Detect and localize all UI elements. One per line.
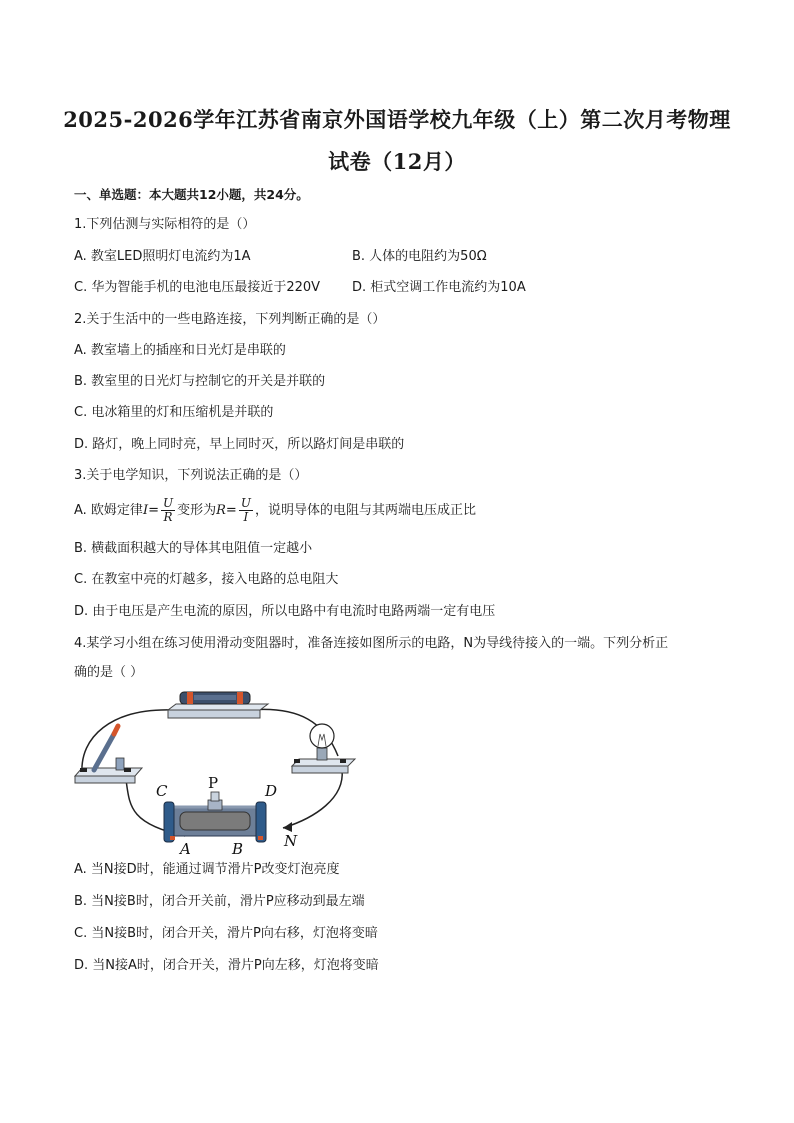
q4-option-c: C. 当N接B时，闭合开关，滑片P向右移，灯泡将变暗 [74,926,378,941]
battery [168,692,268,718]
q4-option-b: B. 当N接B时，闭合开关前，滑片P应移动到最左端 [74,894,365,909]
fraction-numerator: U [240,496,251,510]
q3-option-a-mid: 变形为 [177,503,217,518]
formula-r: R [216,503,226,518]
formula-i: I [142,503,149,518]
q3-option-d: D. 由于电压是产生电流的原因，所以电路中有电流时电路两端一定有电压 [74,604,496,619]
terminal-label-b: B [232,840,244,858]
q4-stem-line1: 4.某学习小组在练习使用滑动变阻器时，准备连接如图所示的电路，N为导线待接入的一端。下列分析正 [74,636,669,651]
q3-option-a-suffix: ，说明导体的电阻与其两端电压成正比 [254,503,476,518]
fraction-denominator: I [243,510,249,524]
q2-stem: 2.关于生活中的一些电路连接，下列判断正确的是（） [74,312,386,327]
exam-title-line2: 试卷（12月） [328,149,466,174]
fraction-numerator: U [162,496,174,510]
sliding-rheostat [164,792,266,842]
wire-end-label-n: N [284,832,298,850]
equals-sign: = [148,503,159,518]
q3-option-a [74,496,476,526]
q1-option-a: A. 教室LED照明灯电流约为1A [74,249,251,264]
q2-option-b: B. 教室里的日光灯与控制它的开关是并联的 [74,374,326,389]
light-bulb [292,724,355,773]
q1-option-d: D. 柜式空调工作电流约为10A [352,280,526,295]
q2-option-c: C. 电冰箱里的灯和压缩机是并联的 [74,405,274,420]
q2-option-d: D. 路灯，晚上同时亮，早上同时灭，所以路灯间是串联的 [74,437,405,452]
q3-option-b: B. 横截面积越大的导体其电阻值一定越小 [74,541,313,556]
knife-switch [75,726,142,783]
equals-sign: = [225,503,237,518]
fraction-u-over-i [239,497,253,524]
q1-stem: 1.下列估测与实际相符的是（） [74,217,256,232]
fraction-denominator: R [163,510,173,524]
q1-option-b: B. 人体的电阻约为50Ω [352,249,487,264]
wire-lamp-to-n [283,770,342,828]
circuit-diagram [70,688,370,858]
q3-option-a-prefix: A. 欧姆定律 [74,503,143,518]
q4-option-d: D. 当N接A时，闭合开关，滑片P向左移，灯泡将变暗 [74,958,379,973]
q4-stem-line2: 确的是（ ） [74,665,144,680]
terminal-label-a: A [180,840,191,858]
exam-title-line1: 2025-2026学年江苏省南京外国语学校九年级（上）第二次月考物理 [63,107,731,132]
section-heading-single-choice: 一、单选题：本大题共12小题，共24分。 [74,187,309,202]
terminal-label-c: C [156,782,168,800]
q1-option-c: C. 华为智能手机的电池电压最接近于220V [74,280,321,295]
q2-option-a: A. 教室墙上的插座和日光灯是串联的 [74,343,286,358]
q3-stem: 3.关于电学知识，下列说法正确的是（） [74,468,308,483]
slider-label-p: P [208,774,219,792]
fraction-u-over-r [161,497,175,524]
terminal-label-d: D [265,782,278,800]
q4-option-a: A. 当N接D时，能通过调节滑片P改变灯泡亮度 [74,862,340,877]
q3-option-c: C. 在教室中亮的灯越多，接入电路的总电阻大 [74,572,339,587]
